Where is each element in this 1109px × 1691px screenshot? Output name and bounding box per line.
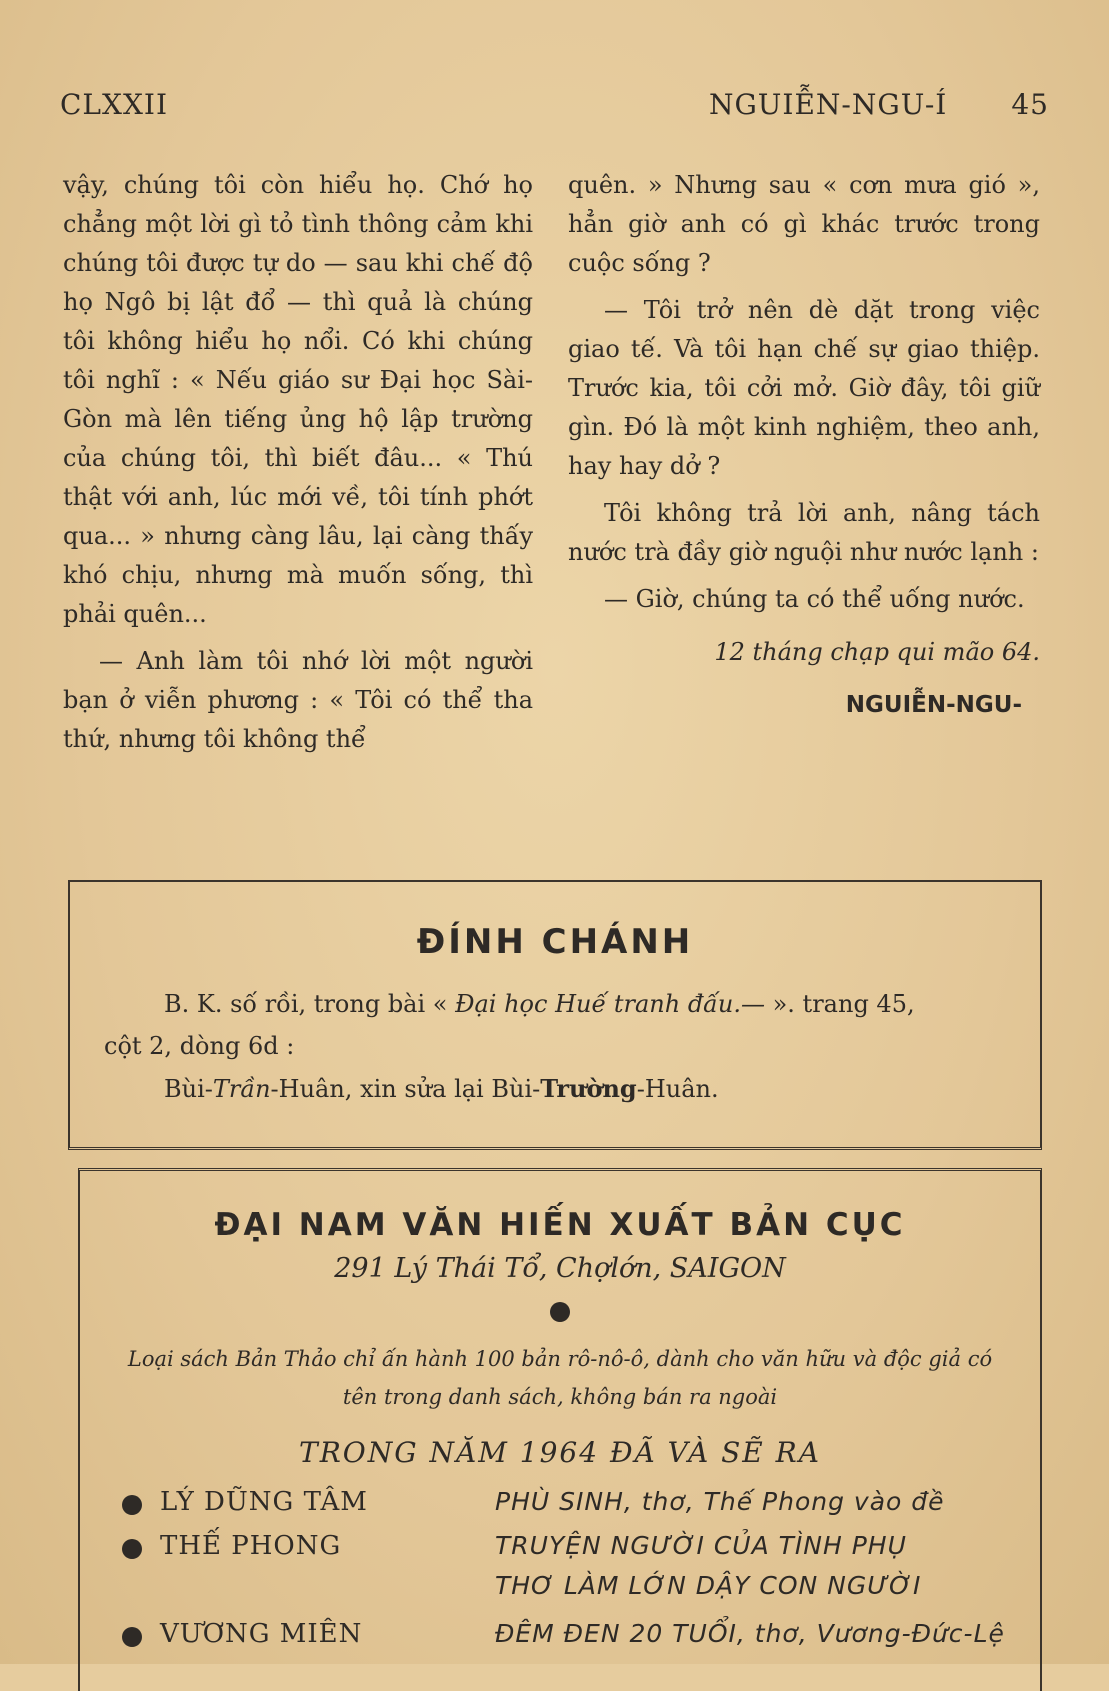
text-segment: B. K. số rồi, trong bài « bbox=[164, 990, 456, 1018]
article-title: Đại học Huế tranh đấu.— bbox=[455, 990, 765, 1018]
left-column bbox=[63, 166, 533, 759]
date-line: 12 tháng chạp qui mão 64. bbox=[714, 638, 1040, 666]
bullet-icon bbox=[122, 1539, 142, 1559]
author-signature: NGUIỄN-NGU- bbox=[845, 692, 1022, 718]
correction-line bbox=[164, 990, 1040, 1018]
bullet-icon bbox=[122, 1495, 142, 1515]
author-name: NGUIỄN-NGU-Í bbox=[708, 88, 948, 121]
book-item bbox=[80, 1527, 1040, 1571]
right-column bbox=[568, 166, 1040, 725]
text-segment: -Huân. bbox=[636, 1075, 719, 1103]
correction-box bbox=[68, 880, 1042, 1150]
paragraph: Tôi không trả lời anh, nâng tách nước trà đầy giờ nguội như nước lạnh : bbox=[568, 499, 1040, 566]
year-heading: TRONG NĂM 1964 ĐÃ VÀ SẼ RA bbox=[299, 1436, 821, 1469]
text-segment: ». trang 45, bbox=[764, 990, 915, 1018]
paragraph: — Giờ, chúng ta có thể uống nước. bbox=[604, 585, 1025, 613]
publisher-address: 291 Lý Thái Tổ, Chợlớn, SAIGON bbox=[334, 1253, 786, 1284]
book-item bbox=[80, 1571, 1040, 1615]
publisher-name: ĐẠI NAM VĂN HIẾN XUẤT BẢN CỤC bbox=[214, 1207, 906, 1243]
paragraph: quên. » Nhưng sau « cơn mưa gió », hẳn giờ anh có gì khác trước trong cuộc sống ? bbox=[568, 171, 1040, 277]
correction-line bbox=[164, 1074, 1040, 1103]
bullet-icon bbox=[122, 1627, 142, 1647]
book-item bbox=[80, 1483, 1040, 1527]
paragraph: — Tôi trở nên dè dặt trong việc giao tế. Và tôi hạn chế sự giao thiệp. Trước kia, tôi cởi mở. Giờ đây, tôi giữ gìn. Đó là một kinh nghiệm, theo anh, hay hay dở ? bbox=[568, 296, 1040, 480]
text-segment: -Huân, xin sửa lại Bùi- bbox=[270, 1075, 541, 1103]
text-segment: Bùi- bbox=[164, 1075, 213, 1103]
publisher-note: Loại sách Bản Thảo chỉ ấn hành 100 bản rô-nô-ô, dành cho văn hữu và độc giả có tên trong danh sách, không bán ra ngoài bbox=[127, 1347, 993, 1409]
book-author: LÝ DŨNG TÂM bbox=[160, 1487, 368, 1517]
book-author: VƯƠNG MIÊN bbox=[160, 1619, 363, 1649]
book-list bbox=[80, 1483, 1040, 1659]
section-number: CLXXII bbox=[60, 88, 169, 121]
correction-title: ĐÍNH CHÁNH bbox=[416, 922, 694, 962]
author-heading bbox=[709, 88, 1049, 121]
book-title: ĐÊM ĐEN 20 TUỔI, thơ, Vương-Đức-Lệ bbox=[495, 1619, 1005, 1648]
publisher-box bbox=[78, 1168, 1042, 1691]
book-item bbox=[80, 1615, 1040, 1659]
correction-line: cột 2, dòng 6d : bbox=[104, 1032, 295, 1060]
book-title: PHÙ SINH, thơ, Thế Phong vào đề bbox=[495, 1487, 945, 1516]
paragraph: vậy, chúng tôi còn hiểu họ. Chớ họ chẳng một lời gì tỏ tình thông cảm khi chúng tôi được tự do — sau khi chế độ họ Ngô bị lật đổ — thì quả là chúng tôi không hiểu họ nổi. Có khi chúng tôi nghĩ : « Nếu giáo sư Đại học Sài-Gòn mà lên tiếng ủng hộ lập trường của chúng tôi, thì biết đâu... « Thú thật với anh, lúc mới về, tôi tính phớt qua... » nhưng càng lâu, lại càng thấy khó chịu, nhưng mà muốn sống, thì phải quên... bbox=[63, 171, 533, 628]
paragraph: — Anh làm tôi nhớ lời một người bạn ở viễn phương : « Tôi có thể tha thứ, nhưng tôi không thể bbox=[63, 647, 533, 753]
running-header bbox=[60, 88, 1049, 128]
book-author: THẾ PHONG bbox=[160, 1531, 342, 1561]
corrected-word: Trường bbox=[540, 1074, 637, 1103]
page-number: 45 bbox=[1011, 88, 1049, 121]
book-title: THƠ LÀM LỚN DẬY CON NGƯỜI bbox=[495, 1571, 922, 1600]
bullet-ornament bbox=[550, 1302, 570, 1322]
wrong-word: Trần bbox=[212, 1075, 271, 1103]
book-title: TRUYỆN NGƯỜI CỦA TÌNH PHỤ bbox=[495, 1531, 907, 1560]
